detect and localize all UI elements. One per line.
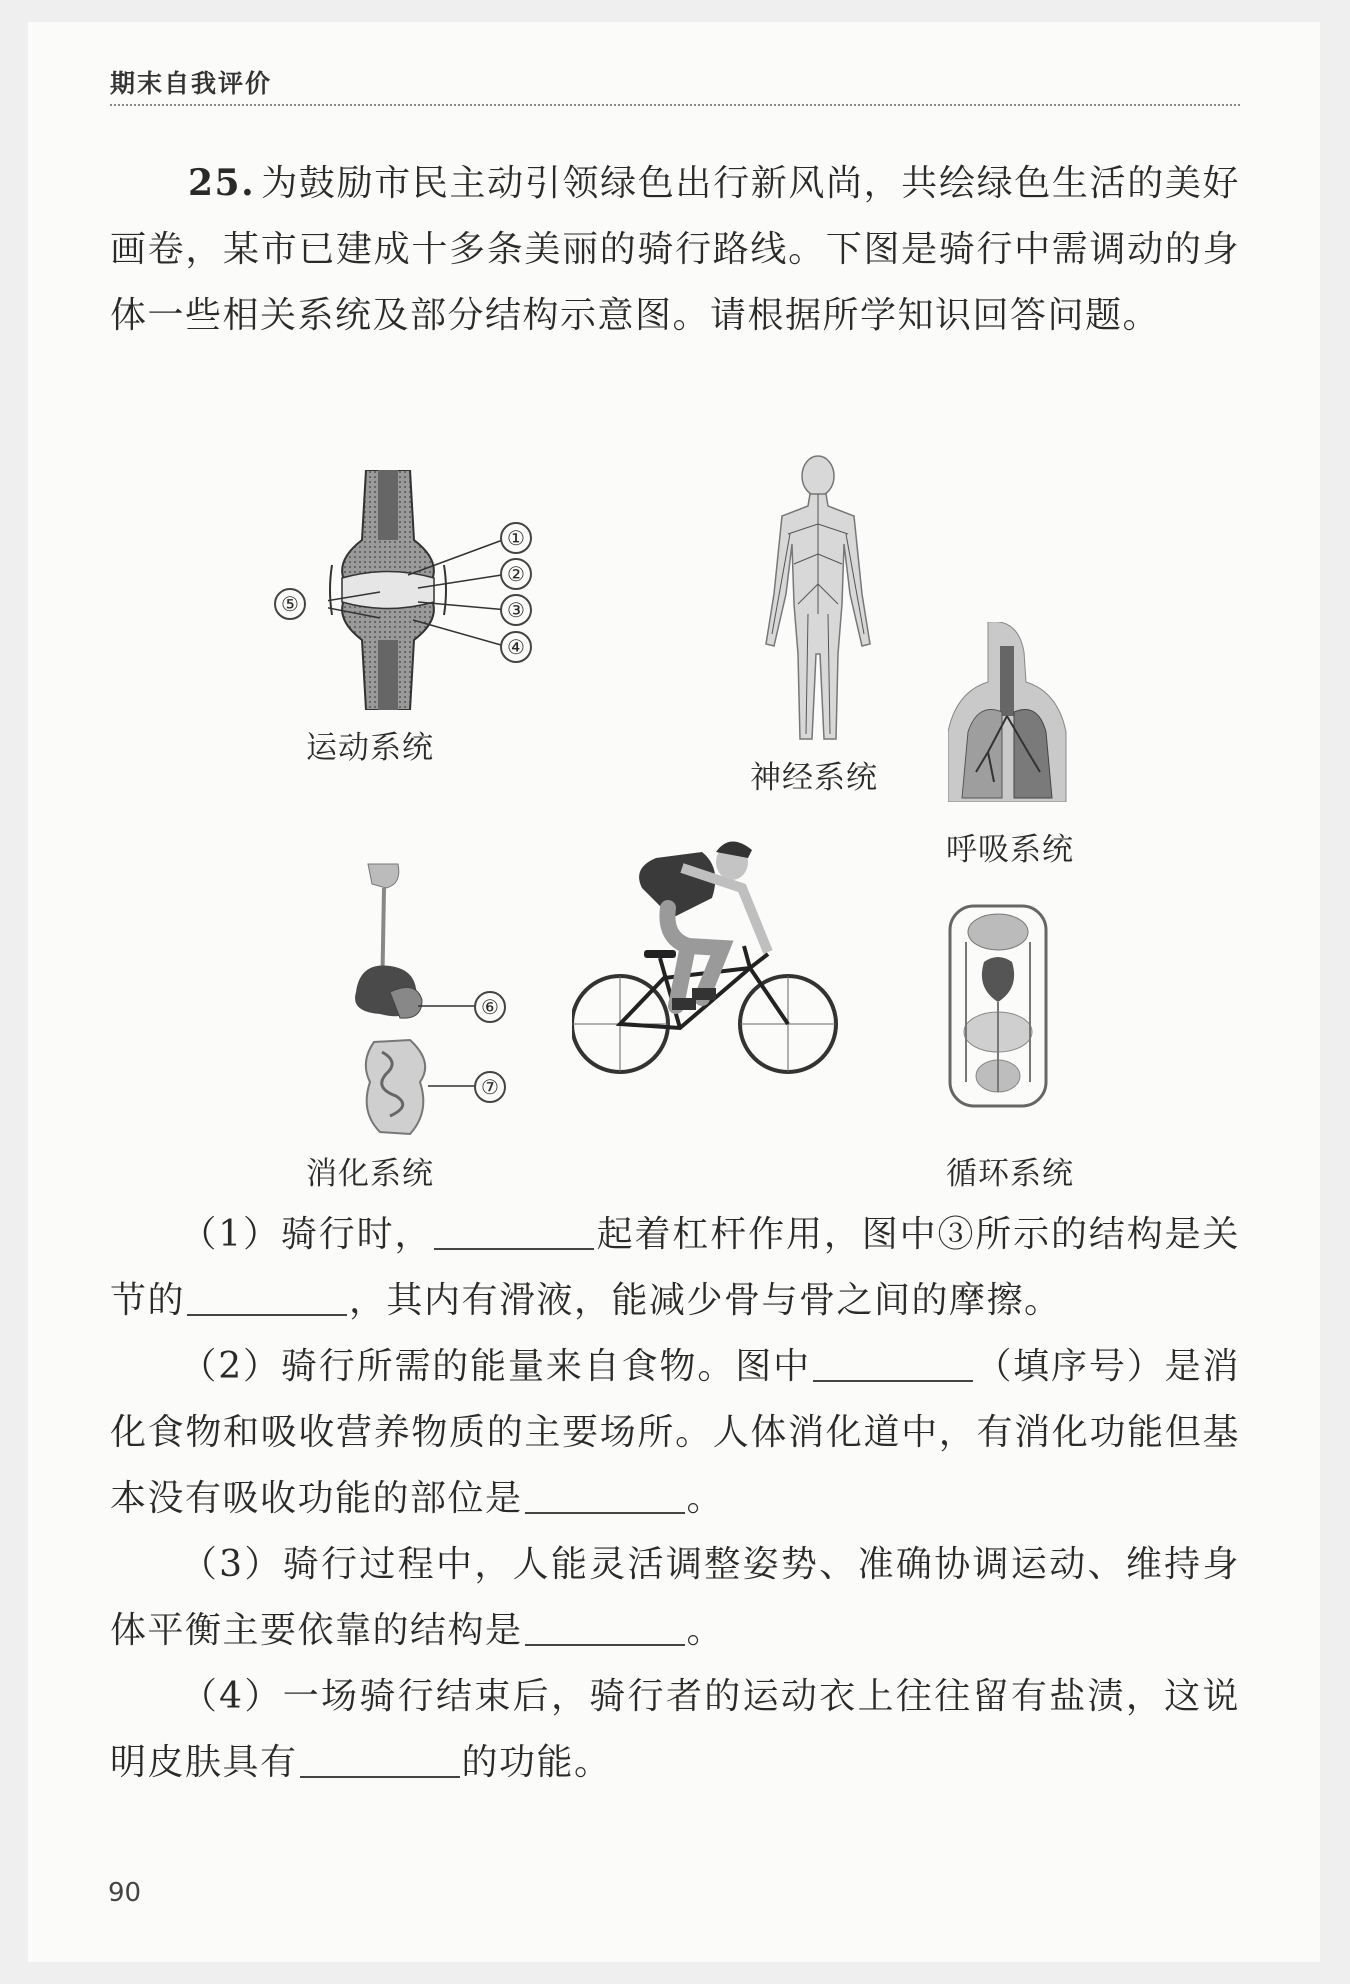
digestive-label-lines (418, 982, 478, 1112)
subquestion-3: （3）骑行过程中，人能灵活调整姿势、准确协调运动、维持身体平衡主要依靠的结构是 。 (110, 1544, 1240, 1651)
caption-respiratory-system: 呼吸系统 (946, 832, 1074, 868)
subquestion-2: （2）骑行所需的能量来自食物。图中 （填序号）是消化食物和吸收营养物质的主要场所。人体消化道中，有消化功能但基本没有吸收功能的部位是 。 (110, 1346, 1240, 1519)
label-7: ⑦ (474, 1071, 506, 1103)
question-intro (110, 150, 1240, 349)
subquestion-1: （1）骑行时， 起着杠杆作用，图中③所示的结构是关节的 ，其内有滑液，能减少骨与骨之间的摩擦。 (110, 1214, 1240, 1321)
knee-label-lines (328, 470, 548, 710)
page-number: 90 (108, 1878, 142, 1908)
answer-blank[interactable] (300, 1746, 460, 1778)
circulatory-system-figure (946, 902, 1050, 1112)
label-2: ② (500, 558, 532, 590)
question-number: 25. (188, 162, 256, 204)
cyclist-illustration (572, 828, 842, 1088)
respiratory-system-figure (948, 622, 1068, 802)
label-3: ③ (500, 594, 532, 626)
answer-blank[interactable] (187, 1284, 347, 1316)
answer-blank[interactable] (434, 1218, 594, 1250)
caption-digestive-system: 消化系统 (306, 1156, 434, 1192)
caption-motor-system: 运动系统 (306, 730, 434, 766)
label-4: ④ (500, 631, 532, 663)
answer-blank[interactable] (525, 1614, 685, 1646)
answer-blank[interactable] (525, 1482, 685, 1514)
caption-circulatory-system: 循环系统 (946, 1156, 1074, 1192)
label-5: ⑤ (274, 588, 306, 620)
question-text: 为鼓励市民主动引领绿色出行新风尚，共绘绿色生活的美好画卷，某市已建成十多条美丽的骑行路线。下图是骑行中需调动的身体一些相关系统及部分结构示意图。请根据所学知识回答问题。 (110, 163, 1240, 336)
subquestion-4: （4）一场骑行结束后，骑行者的运动衣上往往留有盐渍，这说明皮肤具有 的功能。 (110, 1676, 1240, 1783)
page-header: 期末自我评价 (110, 64, 1240, 106)
answer-blank[interactable] (813, 1350, 973, 1382)
nervous-system-figure (758, 454, 878, 744)
label-1: ① (500, 522, 532, 554)
caption-nervous-system: 神经系统 (750, 760, 878, 796)
label-6: ⑥ (474, 991, 506, 1023)
textbook-page (28, 22, 1320, 1962)
